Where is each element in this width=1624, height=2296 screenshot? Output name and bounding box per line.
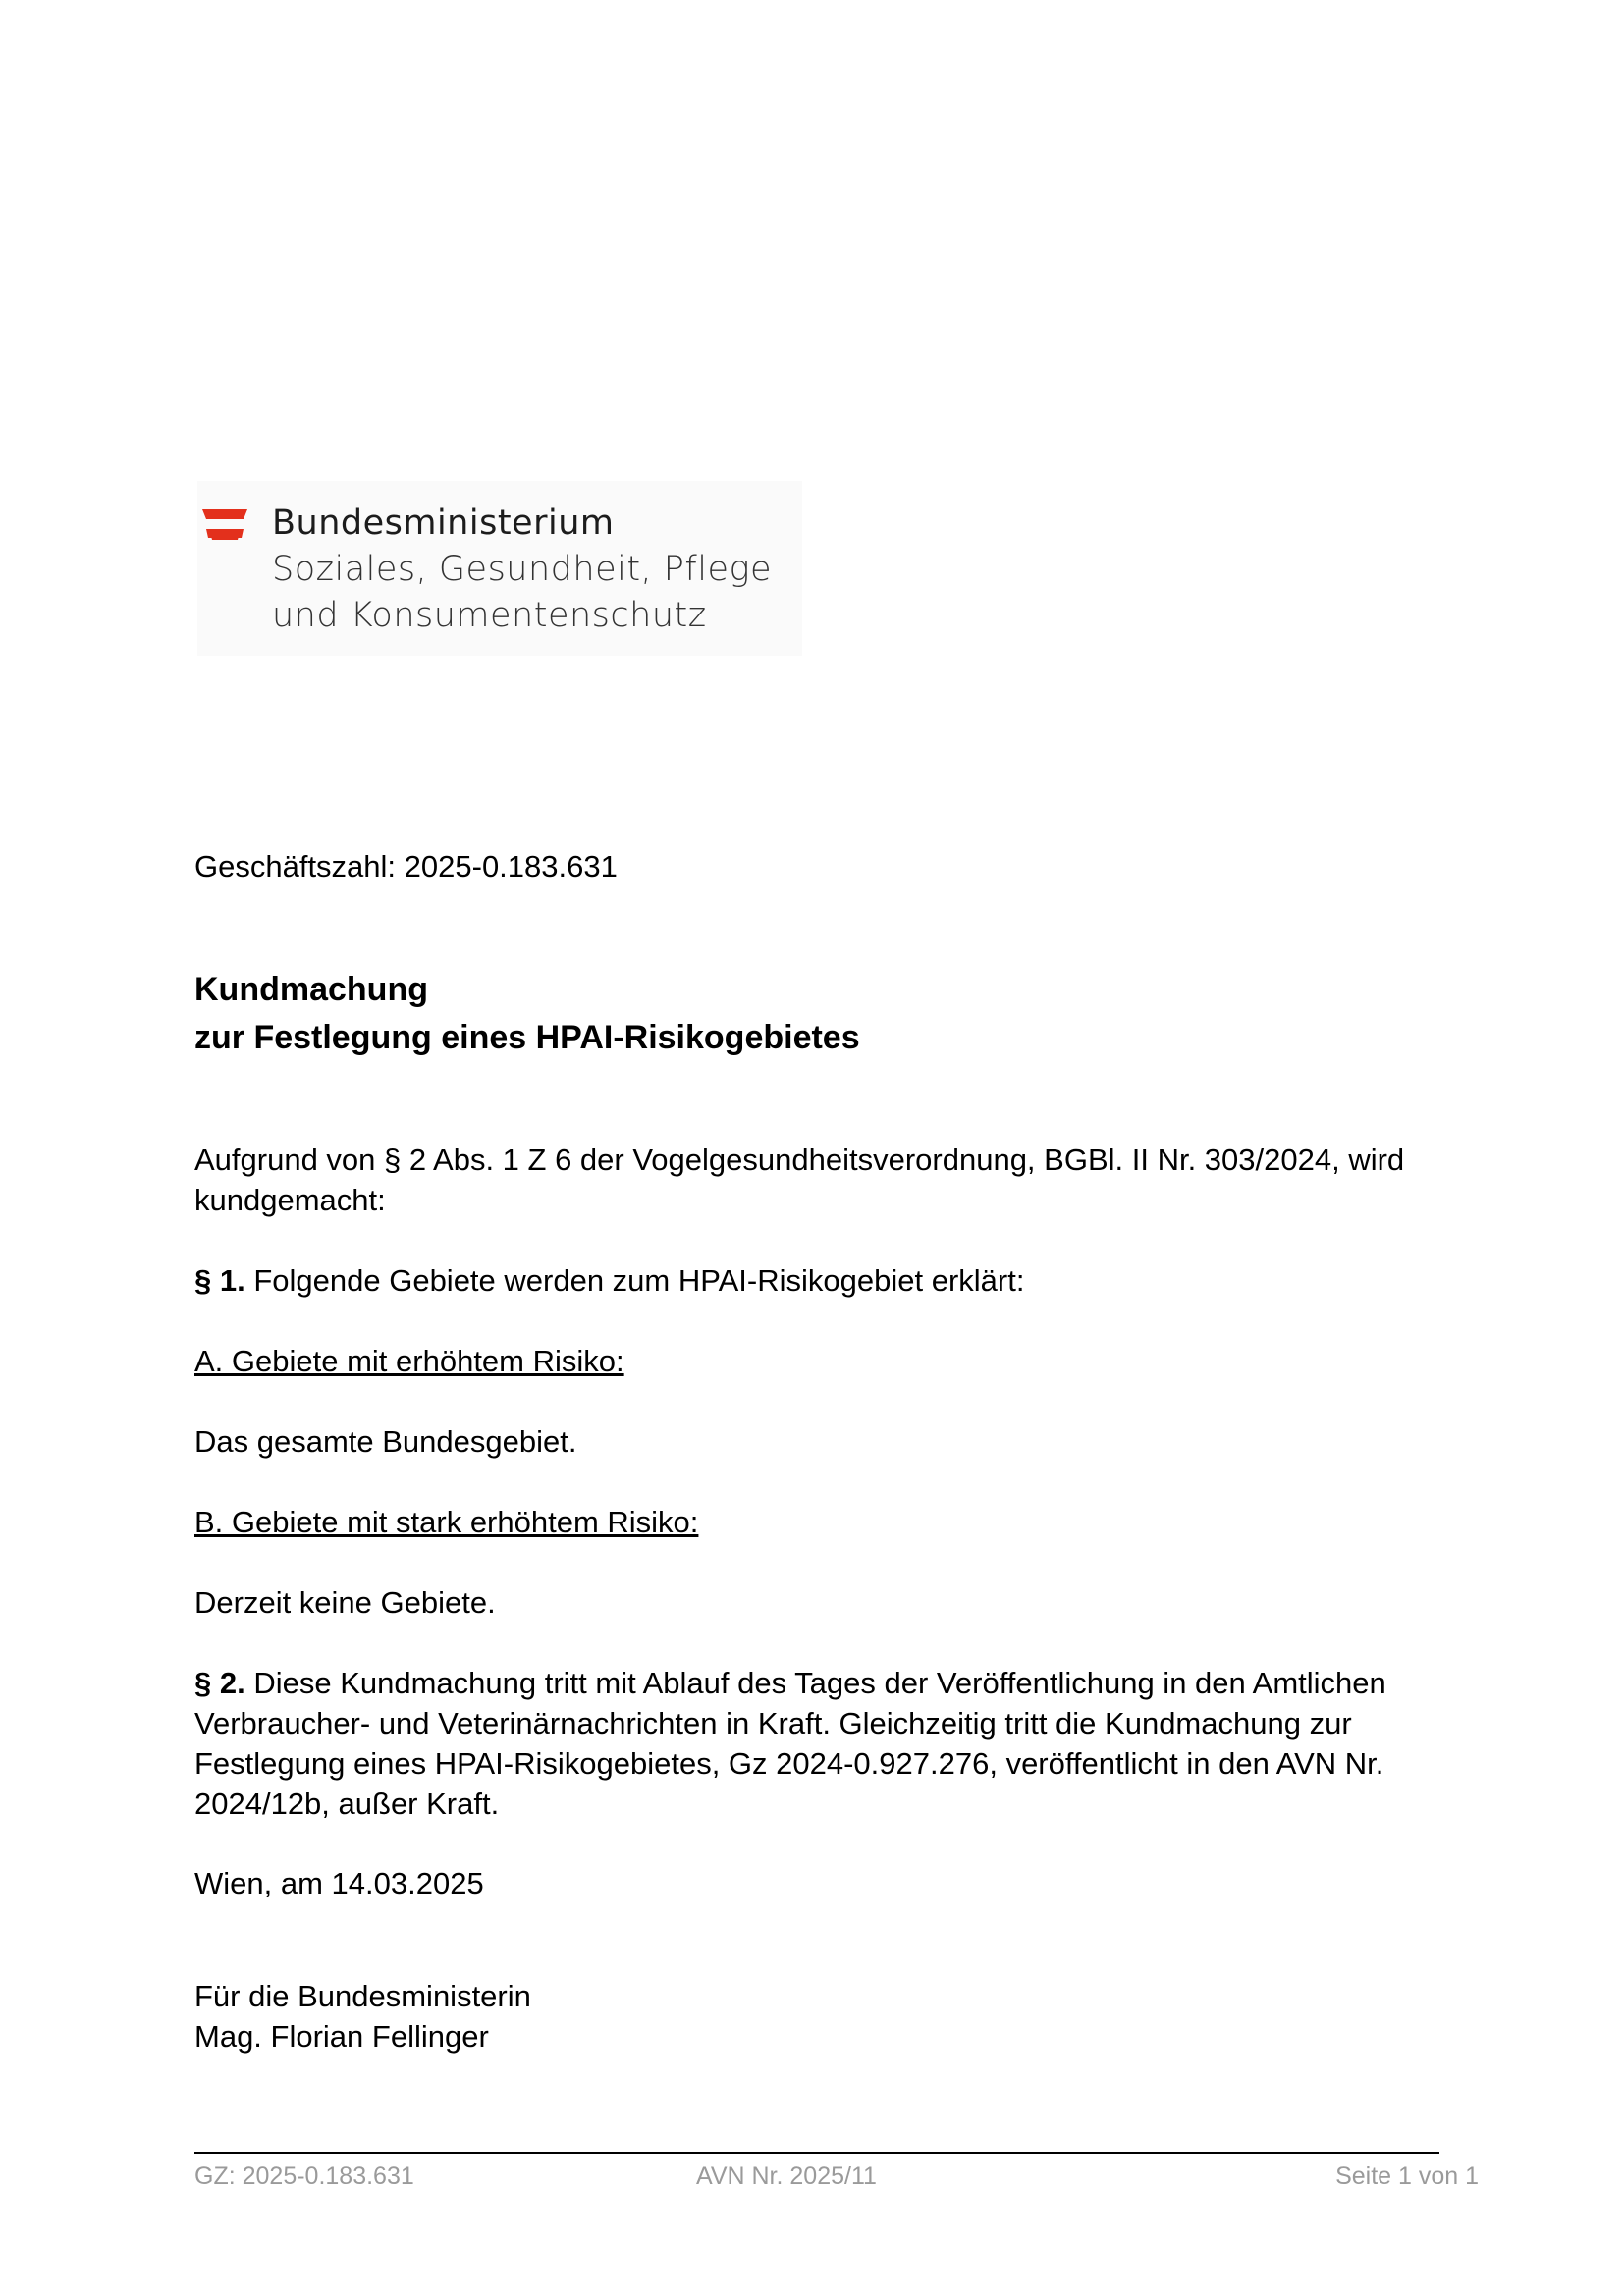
document-title-line2: zur Festlegung eines HPAI-Risikogebietes [194,1019,860,1056]
ministry-name-line3: und Konsumentenschutz [272,596,707,635]
geschaeftszahl: Geschäftszahl: 2025-0.183.631 [194,849,618,883]
paragraph-1-label: § 1. [194,1263,245,1298]
paragraph-1 [194,1260,1441,1301]
footer-gz: GZ: 2025-0.183.631 [194,2163,414,2190]
document-title [194,966,1441,1062]
document-title-line1: Kundmachung [194,971,428,1008]
footer-page-number: Seite 1 von 1 [1335,2163,1479,2190]
signature-name: Mag. Florian Fellinger [194,2019,489,2054]
paragraph-1-text: Folgende Gebiete werden zum HPAI-Risikogebiet erklärt: [244,1263,1025,1298]
section-a-heading: A. Gebiete mit erhöhtem Risiko: [194,1344,624,1378]
footer-avn: AVN Nr. 2025/11 [696,2163,877,2190]
paragraph-2-label: § 2. [194,1666,245,1700]
ministry-name-line1: Bundesministerium [272,504,615,543]
place-date: Wien, am 14.03.2025 [194,1866,484,1900]
paragraph-2 [194,1663,1441,1824]
paragraph-2-text: Diese Kundmachung tritt mit Ablauf des Tages der Veröffentlichung in den Amtlichen Verbraucher- und Veterinärnachrichten in Kraft. Gleichzeitig tritt die Kundmachung zur Festlegung eines HPAI-Risikogebietes, Gz 2024-0.927.276, veröffentlicht in den AVN Nr. 2024/12b, außer Kraft. [194,1666,1386,1821]
section-b-text: Derzeit keine Gebiete. [194,1585,496,1620]
section-b-heading: B. Gebiete mit stark erhöhtem Risiko: [194,1505,699,1539]
ministry-name-line2: Soziales, Gesundheit, Pflege [272,550,773,589]
signature-line1: Für die Bundesministerin [194,1979,531,2013]
ministry-name [272,501,772,639]
signature-block [194,1976,1441,2056]
footer-divider [194,2152,1439,2154]
austrian-flag-icon [202,509,247,543]
intro-paragraph: Aufgrund von § 2 Abs. 1 Z 6 der Vogelgesundheitsverordnung, BGBl. II Nr. 303/2024, wird kundgemacht: [194,1143,1405,1217]
section-a-text: Das gesamte Bundesgebiet. [194,1424,577,1459]
